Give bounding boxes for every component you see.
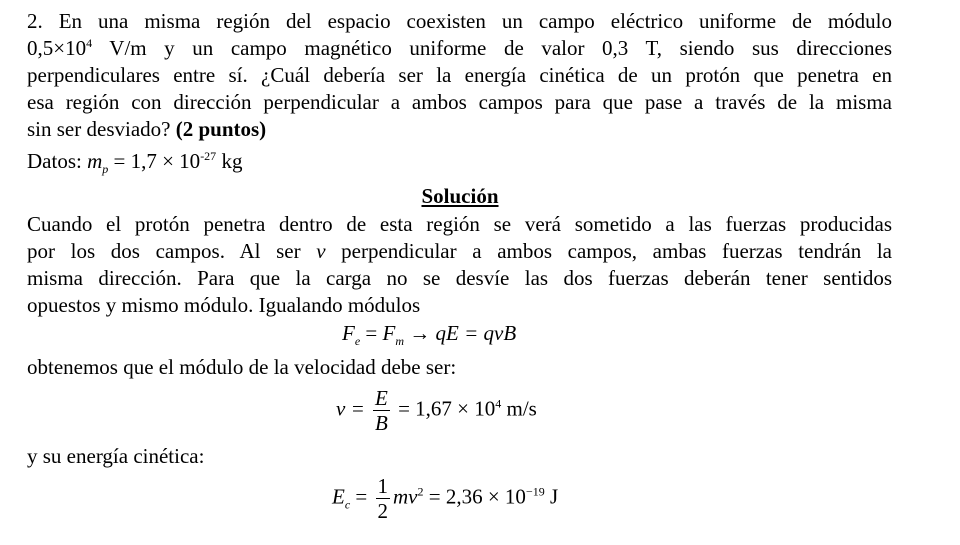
solution-line-1: Cuando el protón penetra dentro de esta región se verá sometido a las fuerzas producidas — [27, 212, 892, 236]
points-label: (2 puntos) — [175, 117, 267, 141]
solution-line-5: obtenemos que el módulo de la velocidad debe ser: — [27, 355, 457, 379]
solution-line-3: misma dirección. Para que la carga no se desvíe las dos fuerzas deberán tener sentidos — [27, 266, 892, 290]
solution-line-6: y su energía cinética: — [27, 444, 205, 468]
velocity-fraction: $\frac{E}{B}$ — [375, 386, 388, 435]
velocity-equation: v = $\frac{E}{B}$ = $1,67 \times 10^4$ m/s — [336, 386, 537, 435]
problem-line-4: esa región con dirección perpendicular a ambos campos para que pase a través de la misma — [27, 90, 892, 114]
energy-equation: $E_c$ = $\frac{1}{2}$ $mv^2 = 2,36 \times 10^{-19}$ J — [332, 474, 559, 523]
problem-line-5: sin ser desviado? (2 puntos) — [27, 117, 267, 141]
force-equation: $F_e = F_m$ → qE = qvB — [342, 321, 517, 348]
problem-line-3: perpendiculares entre sí. ¿Cuál debería ser la energía cinética de un protón que penetra en — [27, 63, 892, 87]
solution-line-2: por los dos campos. Al ser v perpendicular a ambos campos, ambas fuerzas tendrán la — [27, 239, 892, 263]
solution-line-4: opuestos y mismo módulo. Igualando módulos — [27, 293, 421, 317]
given-data: Datos: $m_p = 1,7 \times 10^{-27}$ kg — [27, 149, 243, 176]
energy-fraction: $\frac{1}{2}$ — [377, 474, 388, 523]
solution-title: Solución — [421, 184, 499, 208]
problem-line-1: 2. En una misma región del espacio coexisten un campo eléctrico uniforme de módulo — [27, 9, 892, 33]
problem-line-2: $0,5\times 10^4$ V/m y un campo magnético uniforme de valor 0,3 T, siendo sus direcciones — [27, 36, 892, 60]
arrow-symbol: → — [404, 321, 436, 345]
